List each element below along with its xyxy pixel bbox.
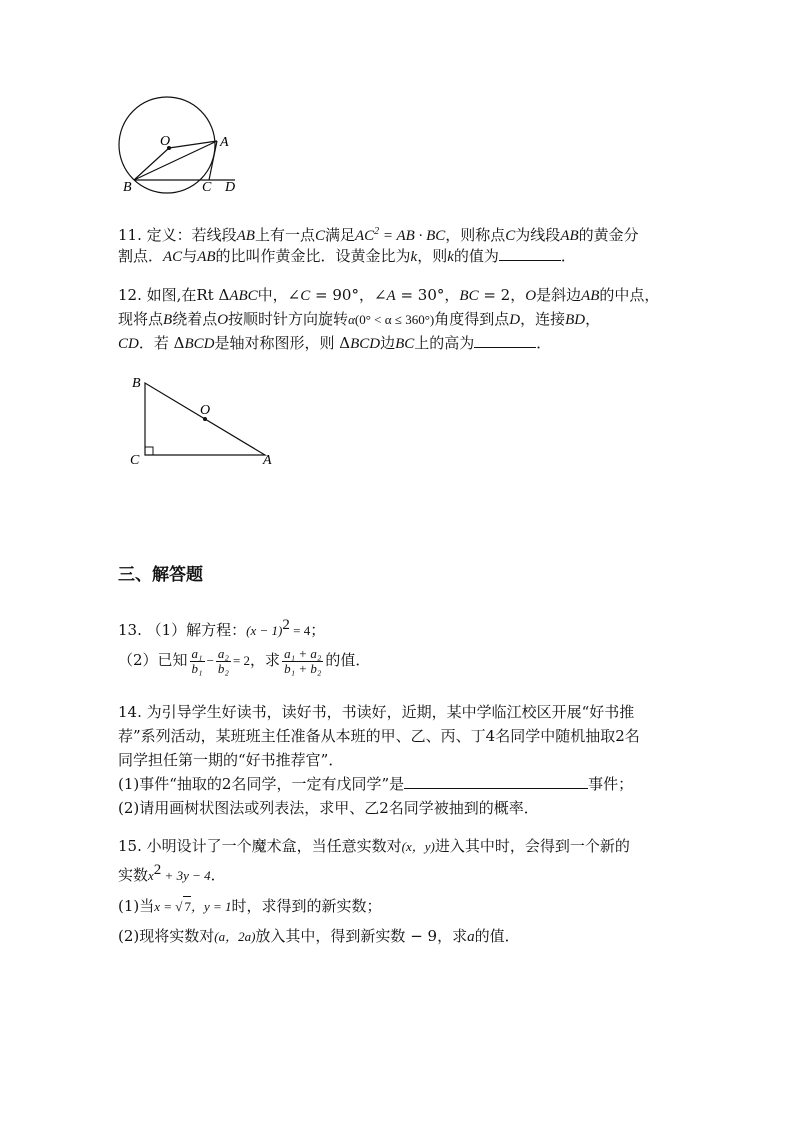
triangle-figure	[125, 372, 285, 470]
label-c: C	[130, 453, 140, 468]
fraction-sum: $\frac{\text{a₁ + a₂}}{\text{b₁ + b₂}}$	[284, 645, 322, 676]
label-o: O	[160, 134, 171, 149]
q14-line3: 同学担任第一期的“好书推荐官”．	[118, 751, 344, 769]
q14-part1: (1)事件“抽取的2名同学，一定有戊同学”是 事件；	[118, 775, 634, 793]
label-b: B	[132, 376, 141, 391]
label-a: A	[263, 453, 272, 468]
label-d: D	[225, 180, 236, 195]
q11-answer-blank[interactable]	[499, 246, 561, 261]
circle-figure	[115, 95, 255, 200]
q14-line2: 荐”系列活动，某班班主任准备从本班的甲、乙、丙、丁4名同学中随机抽取2名	[118, 727, 640, 745]
label-o: O	[200, 403, 211, 418]
fraction-a2-b2: $\frac{\text{a₂}}{\text{b₂}}$	[217, 645, 229, 676]
line-ac	[209, 141, 217, 180]
label-b: B	[123, 180, 132, 195]
line-ob	[134, 148, 169, 180]
q15-part2: (2)现将实数对(a，2a)放入其中，得到新实数 − 9，求a的值．	[118, 927, 520, 945]
fraction-a1-b1: $\frac{\text{a₁}}{\text{b₁}}$	[191, 645, 203, 676]
label-c: C	[202, 180, 212, 195]
label-a: A	[220, 135, 229, 150]
q13-part2: （2）已知 $\frac{\text{a₁}}{\text{b₁}}$ − $\frac{\text{a₂}}{\text{b₂}}$ = 2，求 $\frac{\text{a₁ + a₂}}{\text{b₁ + b₂}}$ 的值．	[118, 645, 371, 676]
q12-answer-blank[interactable]	[474, 333, 536, 348]
golden-formula: $AC^2$ = AB · BC	[355, 226, 446, 244]
q14-part2: (2)请用画树状图法或列表法，求甲、乙2名同学被抽到的概率．	[118, 799, 539, 817]
q15-part1: (1)当x = √ 7，y = 1时，求得到的新实数；	[118, 897, 382, 915]
q12-line3: CD．若 ΔBCD是轴对称图形，则 ΔBCD边BC上的高为 ．	[118, 334, 552, 352]
q12-line1: 12. 如图,在Rt ΔABC中，∠C = 90°，∠A = 30°，BC = 2，O是斜边AB的中点，	[118, 286, 660, 304]
sqrt-seven: 7	[183, 896, 191, 917]
q15-line2: 实数$x^2 + 3y - 4$．	[118, 862, 226, 884]
q11-line1: 11. 定义：若线段AB上有一点C满足$AC^2$ = AB · BC，则称点C为线段AB的黄金分	[118, 226, 639, 244]
q15-line1: 15. 小明设计了一个魔术盒，当任意实数对(x，y)进入其中时，会得到一个新的	[118, 837, 630, 855]
section-title: 三、解答题	[118, 565, 203, 585]
q12-line2: 现将点B绕着点O按顺时针方向旋转α(0° < α ≤ 360°)角度得到点D，连接BD，	[118, 310, 601, 328]
q14-line1: 14. 为引导学生好读书，读好书，书读好，近期，某中学临江校区开展“好书推	[118, 703, 635, 721]
right-angle-mark	[145, 447, 153, 455]
q11-line2: 割点．AC与AB的比叫作黄金比．设黄金比为k，则k的值为 ．	[118, 247, 576, 265]
q13-part1: 13. （1）解方程：$(x - 1)^2 = 4$；	[118, 617, 326, 639]
q14-answer-blank[interactable]	[404, 774, 588, 789]
